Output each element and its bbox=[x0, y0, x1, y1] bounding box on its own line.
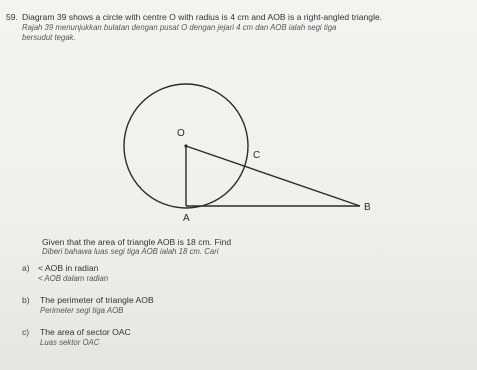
question-intro-malay-line-2: bersudut tegak. bbox=[22, 33, 76, 42]
part-b-malay: Perimeter segi tiga AOB bbox=[40, 306, 124, 315]
part-b-marker: b) bbox=[22, 295, 30, 305]
label-O: O bbox=[177, 128, 185, 139]
part-a-malay: < AOB dalam radian bbox=[38, 274, 109, 283]
part-b-english: The perimeter of triangle AOB bbox=[40, 295, 154, 305]
question-intro-english: Diagram 39 shows a circle with centre O with radius is 4 cm and AOB is a right-angled triangle. bbox=[22, 12, 383, 22]
part-c-english: The area of sector OAC bbox=[40, 327, 131, 337]
label-B: B bbox=[364, 202, 371, 213]
part-c-malay: Luas sektor OAC bbox=[40, 338, 100, 347]
part-a-marker: a) bbox=[22, 263, 30, 273]
label-A: A bbox=[183, 213, 190, 224]
given-malay: Diberi bahawa luas segi tiga AOB ialah 18 cm. Cari bbox=[42, 247, 219, 256]
part-c-marker: c) bbox=[22, 327, 30, 337]
question-intro-malay-line-1: Rajah 39 menunjukkan bulatan dengan pusat O dengan jejari 4 cm dan AOB ialah segi tiga bbox=[22, 23, 337, 32]
question-number: 59. bbox=[6, 12, 18, 22]
centre-point bbox=[184, 144, 187, 147]
hypotenuse-OB bbox=[186, 146, 360, 206]
circle-triangle-diagram bbox=[110, 50, 390, 230]
part-a-english: < AOB in radian bbox=[38, 263, 99, 273]
given-english: Given that the area of triangle AOB is 18 cm. Find bbox=[42, 237, 232, 247]
label-C: C bbox=[253, 150, 261, 161]
